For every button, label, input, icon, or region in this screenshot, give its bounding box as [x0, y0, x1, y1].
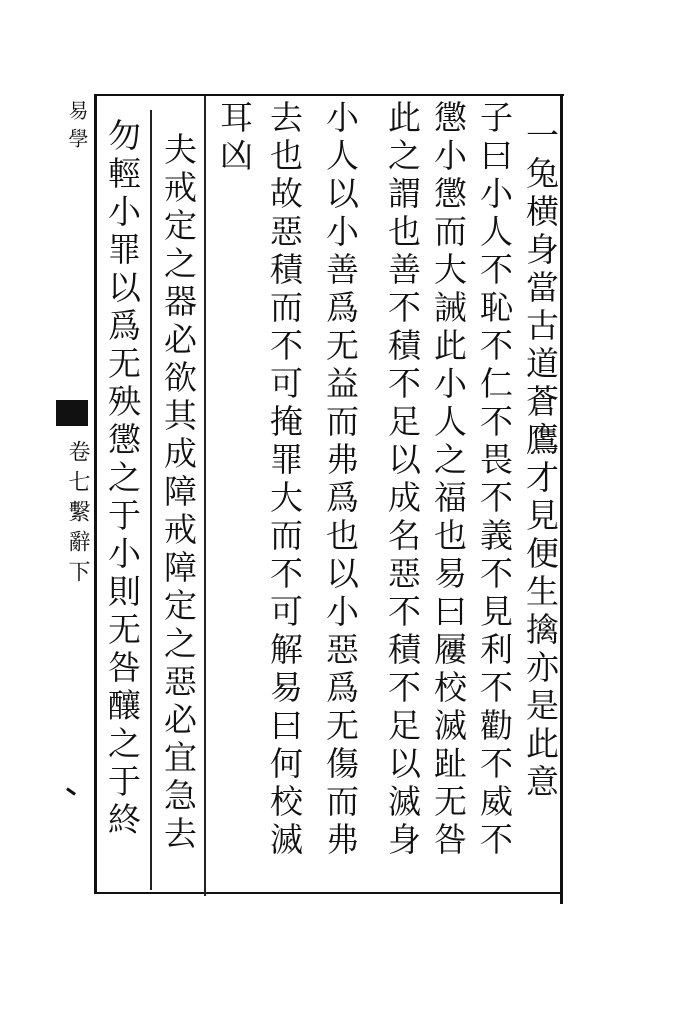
text-column: 勿輕小罪以爲无殃懲之于小則无咎釀之于終 [103, 118, 142, 840]
page-margin [56, 100, 94, 920]
text-column: 懲小懲而大誡此小人之福也易曰屨校滅趾无咎 [429, 100, 468, 860]
frame-right [560, 94, 563, 904]
chapter-label: 卷七繫辭下 [65, 440, 90, 590]
text-column: 子曰小人不恥不仁不畏不義不見利不勸不威不 [475, 100, 514, 860]
frame-left [94, 94, 97, 894]
margin-tick [66, 787, 76, 795]
text-column: 此之謂也善不積不足以成名惡不積不足以滅身 [383, 100, 422, 860]
text-column: 小人以小善爲无益而弗爲也以小惡爲无傷而弗 [321, 100, 360, 860]
frame-bottom [94, 892, 563, 894]
column-divider [204, 96, 206, 896]
text-column: 去也故惡積而不可掩罪大而不可解易曰何校滅 [265, 100, 304, 860]
frame-top [94, 94, 564, 96]
fishtail-mark [56, 400, 88, 426]
book-title: 易學 [65, 100, 89, 156]
column-divider [150, 110, 152, 890]
text-column: 耳凶 [215, 100, 254, 176]
text-column: 一兔横身當古道蒼鷹才見便生擒亦是此意 [521, 118, 560, 802]
text-column: 夫戒定之器必欲其成障戒障定之惡必宜急去 [159, 132, 198, 854]
